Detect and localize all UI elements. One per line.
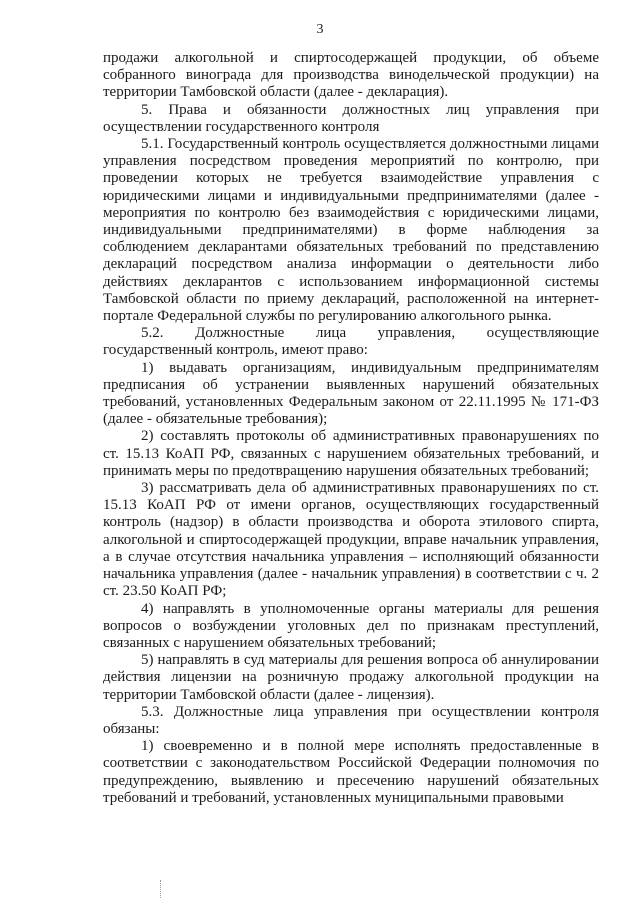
- scan-artifact-mark: [160, 880, 167, 898]
- list-item-5-2-5: 5) направлять в суд материалы для решения вопроса об аннулировании действия лицензии на розничную продажу алкогольной продукции на территории Тамбовской области (далее - лицензия).: [103, 652, 599, 703]
- list-item-5-2-3: 3) рассматривать дела об административных правонарушениях по ст. 15.13 КоАП РФ от имени органов, осуществляющих государственный контроль (надзор) в области производства и оборота этилового спирта, алкогольной и спиртосодержащей продукции, вправе начальник управления, а в случае отсутствия начальника управления – исполняющий обязанности начальника управления (далее - начальник управления) в соответствии с ч. 2 ст. 23.50 КоАП РФ;: [103, 480, 599, 600]
- list-item-5-3-1: 1) своевременно и в полной мере исполнять предоставленные в соответствии с законодательством Российской Федерации полномочия по предупреждению, выявлению и пресечению нарушений обязательных требований и требований, установленных муниципальными правовыми: [103, 738, 599, 806]
- paragraph-5-3: 5.3. Должностные лица управления при осуществлении контроля обязаны:: [103, 703, 599, 737]
- list-item-5-2-4: 4) направлять в уполномоченные органы материалы для решения вопросов о возбуждении уголовных дел по признакам преступлений, связанных с нарушением обязательных требований;: [103, 600, 599, 651]
- list-item-5-2-1: 1) выдавать организациям, индивидуальным предпринимателям предписания об устранении выявленных нарушений обязательных требований, установленных Федеральным законом от 22.11.1995 № 171-ФЗ (далее - обязательные требования);: [103, 359, 599, 428]
- page-number: 3: [316, 22, 324, 37]
- paragraph-declaration-continuation: продажи алкогольной и спиртосодержащей продукции, об объеме собранного винограда для производства винодельческой продукции) на территории Тамбовской области (далее - декларация).: [103, 50, 599, 101]
- document-body: [103, 50, 599, 807]
- paragraph-5-2: 5.2. Должностные лица управления, осуществляющие государственный контроль, имеют право:: [103, 325, 599, 359]
- list-item-5-2-2: 2) составлять протоколы об административных правонарушениях по ст. 15.13 КоАП РФ, связанных с нарушением обязательных требований, и принимать меры по предотвращению нарушения обязательных требований;: [103, 428, 599, 479]
- section-heading-5: 5. Права и обязанности должностных лиц управления при осуществлении государственного контроля: [103, 101, 599, 135]
- paragraph-5-1: 5.1. Государственный контроль осуществляется должностными лицами управления посредством проведения мероприятий по контролю, при проведении которых не требуется взаимодействие управления с юридическими лицами и индивидуальными предпринимателями (далее - мероприятия по контролю без взаимодействия с юридическими лицами, индивидуальными предпринимателями) в форме наблюдения за соблюдением декларантами обязательных требований по представлению деклараций посредством анализа информации о деятельности либо действиях декларантов с использованием информационной системы Тамбовской области по приему деклараций, расположенной на интернет-портале Федеральной службы по регулированию алкогольного рынка.: [103, 136, 599, 325]
